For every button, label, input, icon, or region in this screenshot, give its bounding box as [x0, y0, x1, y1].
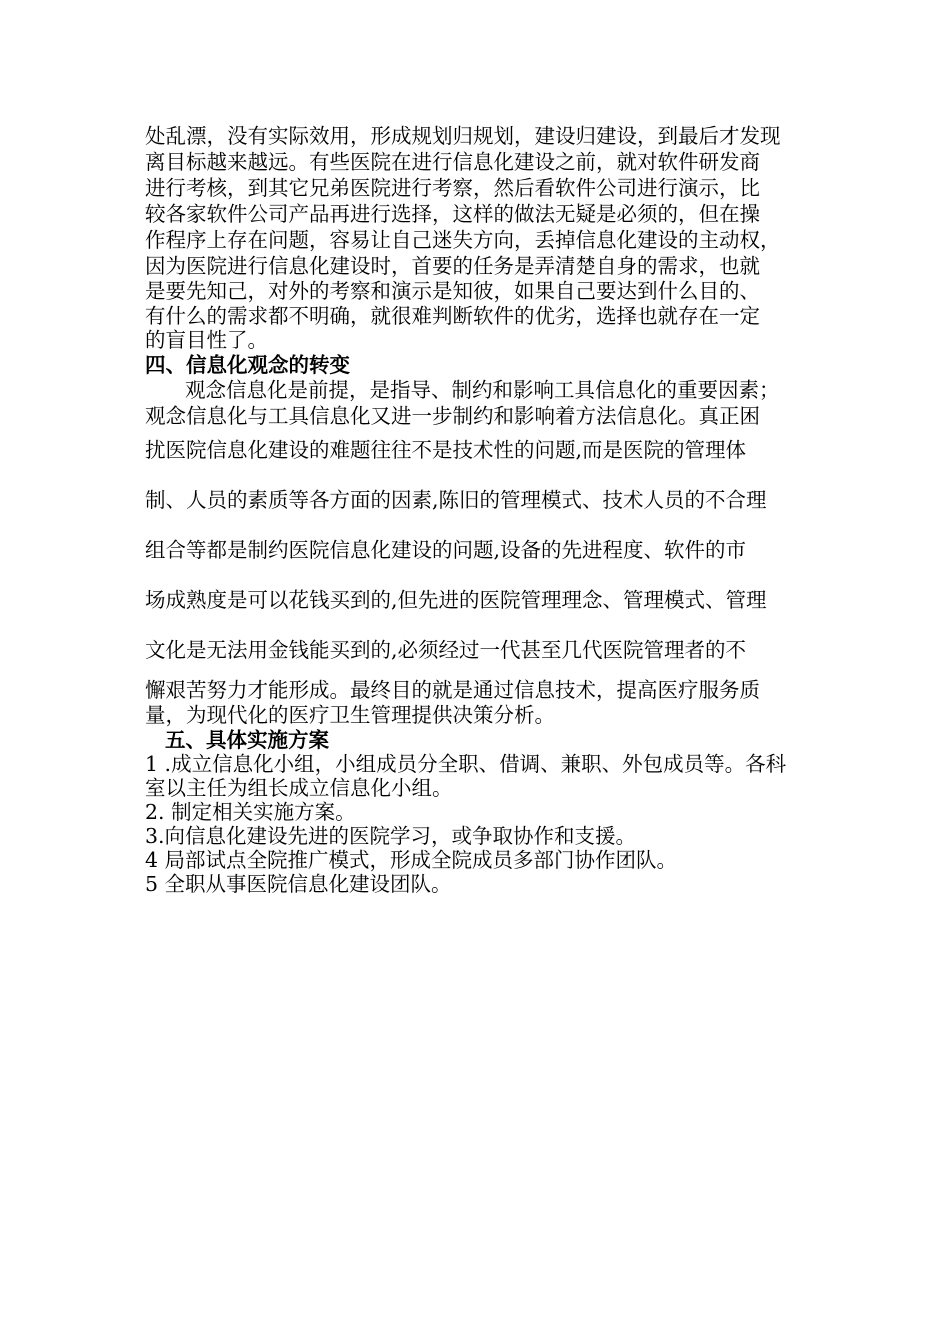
paragraph-line: 制、人员的素质等各方面的因素,陈旧的管理模式、技术人员的不合理: [145, 488, 767, 512]
paragraph-line: 文化是无法用金钱能买到的,必须经过一代甚至几代医院管理者的不: [145, 638, 747, 662]
paragraph-line: 有什么的需求都不明确，就很难判断软件的优劣，选择也就存在一定: [145, 304, 760, 328]
list-item: 3.向信息化建设先进的医院学习，或争取协作和支援。: [145, 824, 637, 848]
paragraph-line: 处乱漂，没有实际效用，形成规划归规划，建设归建设，到最后才发现: [145, 124, 781, 148]
section-heading-4: 四、信息化观念的转变: [145, 353, 350, 377]
section-heading-5: 五、具体实施方案: [165, 728, 329, 752]
paragraph-line: 较各家软件公司产品再进行选择，这样的做法无疑是必须的，但在操: [145, 202, 760, 226]
paragraph-line: 场成熟度是可以花钱买到的,但先进的医院管理理念、管理模式、管理: [145, 588, 767, 612]
paragraph-line: 进行考核，到其它兄弟医院进行考察，然后看软件公司进行演示，比: [145, 176, 760, 200]
paragraph-line: 的盲目性了。: [145, 328, 268, 352]
list-item: 2. 制定相关实施方案。: [145, 800, 356, 824]
paragraph-line: 组合等都是制约医院信息化建设的问题,设备的先进程度、软件的市: [145, 538, 747, 562]
paragraph-line: 离目标越来越远。有些医院在进行信息化建设之前，就对软件研发商: [145, 150, 760, 174]
paragraph-line: 量，为现代化的医疗卫生管理提供决策分析。: [145, 703, 555, 727]
paragraph-line: 因为医院进行信息化建设时，首要的任务是弄清楚自身的需求，也就: [145, 254, 760, 278]
paragraph-line: 懈艰苦努力才能形成。最终目的就是通过信息技术，提高医疗服务质: [145, 678, 760, 702]
paragraph-line: 扰医院信息化建设的难题往往不是技术性的问题,而是医院的管理体: [145, 438, 747, 462]
list-item: 4 局部试点全院推广模式，形成全院成员多部门协作团队。: [145, 848, 678, 872]
list-item: 1 .成立信息化小组，小组成员分全职、借调、兼职、外包成员等。各科: [145, 752, 787, 776]
list-item-continuation: 室以主任为组长成立信息化小组。: [145, 776, 453, 800]
list-item: 5 全职从事医院信息化建设团队。: [145, 872, 452, 896]
paragraph-line: 观念信息化与工具信息化又进一步制约和影响着方法信息化。真正困: [145, 404, 760, 428]
paragraph-line: 作程序上存在问题，容易让自己迷失方向，丢掉信息化建设的主动权，: [145, 228, 781, 252]
paragraph-line: 观念信息化是前提，是指导、制约和影响工具信息化的重要因素；: [185, 378, 780, 402]
paragraph-line: 是要先知己，对外的考察和演示是知彼，如果自己要达到什么目的、: [145, 279, 760, 303]
